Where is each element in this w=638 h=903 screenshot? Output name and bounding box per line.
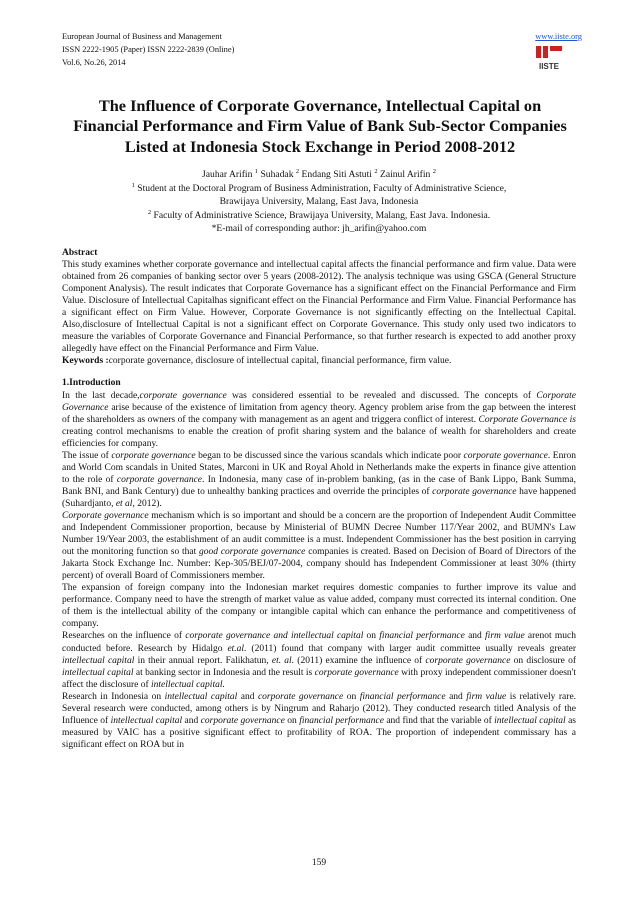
text-run: The issue of (62, 450, 112, 461)
intro-paragraph (62, 630, 576, 690)
italic-term: intellectual capital (164, 691, 238, 702)
text-run: have happened (Suhardjanto, (62, 486, 577, 509)
journal-name: European Journal of Business and Management (62, 32, 222, 41)
text-run: companies is created. Based on Decision of Board of Directors of the Jakarta Stock Exchange Inc. Number: Kep-305/BEJ/07-2004, company should has Independent Commissioner at least 30% (thirty percent) of overall Board of Commissioners member. (62, 547, 576, 582)
text-run: in their annual report. Falikhatun, (134, 655, 272, 666)
paper-body (62, 247, 576, 751)
text-run: . Enron and World Com scandals in United States, Marconi in UK and Royal Ahold in Netherlands make the experts in finance give attention to the role of (62, 450, 577, 485)
author-name: Jauhar Arifin (202, 169, 255, 180)
italic-term: Corporate governance (62, 510, 149, 521)
italic-term: corporate governance (111, 450, 196, 461)
affiliation-1-cont: Brawijaya University, Malang, East Java, Indonesia (219, 196, 419, 207)
text-run: on disclosure of (510, 655, 576, 666)
author-name: Endang Siti Astuti (299, 169, 375, 180)
text-run: Researches on the influence of (62, 631, 186, 642)
italic-term: et. al. (271, 655, 295, 666)
text-run: and find that the variable of (383, 715, 495, 726)
italic-term: financial performance (359, 691, 446, 702)
text-run: with proxy independent commissioner doesn't affect the disclosure of (62, 667, 577, 690)
author-affiliation-sup: 2 (432, 167, 436, 175)
text-run: . In Indonesia, many case of in-problem banking, (as in the case of Bank Lippo, Bank Summa, Bank BNI, and Bank Century) due to unhealthy banking practices and override the principles of (62, 474, 576, 497)
author-affiliation-sup: 2 (295, 167, 300, 175)
paper-title: The Influence of Corporate Governance, Intellectual Capital on Financial Performance and Firm Value of Bank Sub-Sector Companies Listed at Indonesia Stock Exchange in Period 2008-2012 (73, 96, 567, 156)
affiliation-1 (62, 183, 576, 195)
italic-term: et al, (115, 498, 135, 509)
text-run: on (284, 715, 300, 726)
italic-term: intellectual capital (62, 655, 135, 666)
intro-paragraph (62, 510, 576, 582)
italic-term: et.al. (227, 643, 247, 654)
affiliation-2-text: Faculty of Administrative Science, Brawijaya University, Malang, East Java. Indonesia. (153, 210, 491, 221)
text-run: mechanism which is so important and should be a concern are the proportion of Independent Audit Committee and Independent Commissioner proportion, because by Ministerial of BUMN Decree Number 117/Year 2002, and BUMN's Law Number 19/Year 2003, the establishment of an audit committee is a must. Independent Commissioner has the best position in carrying out the monitoring function so that (62, 510, 576, 558)
abstract-heading: Abstract (62, 248, 98, 258)
text-run: The expansion of foreign company into the Indonesian market requires domestic companies to further improve its value and performance. Company need to have the strength of market value as value added, company must corrected its internal condition. One of them is the intellectual ability of the company or intangible capital which can enhance the performance and competitiveness of company. (62, 583, 576, 630)
intro-paragraph (62, 450, 576, 510)
italic-term: financial performance (299, 715, 384, 726)
italic-term: corporate governance (200, 715, 285, 726)
author-affiliation-sup: 1 (254, 167, 259, 175)
italic-term: intellectual capital. (150, 679, 225, 690)
italic-term: firm value (466, 691, 507, 702)
italic-term: corporate governance (257, 691, 344, 702)
text-run: and (182, 715, 201, 726)
text-run: and (237, 691, 258, 702)
keywords-text: corporate governance, disclosure of intellectual capital, financial performance, firm value. (108, 356, 452, 367)
text-run: as measured by VAIC has a positive significant effect to profitability of ROA. The proportion of independent commissary has a significant effect on ROA but in (62, 715, 577, 750)
author-affiliation-sup: 2 (374, 167, 378, 175)
abstract-text: This study examines whether corporate governance and intellectual capital affects the financial performance and firm value. Data were obtained from 26 companies of banking sector over 5 years (2008-2012). The analysis technique was using GSCA (General Structure Component Analysis). The result indicates that Corporate Governance has a significant effect on the Financial Performance and Firm Value. Disclosure of Intellectual Capitalhas significant effect on the Financial Performance and Firm Value. Financial Performance has a significant effect on Firm Value. However, Corporate Governance is not significantly effecting on the Intellectual Capital. Also,disclosure of Intellectual Capital is not a significant effect on Corporate Governance. This study only used two indicators to measure the variables of Corporate Governance and Financial Performance, so that further research is expected to add another proxy allegedly have effect on the Financial Performance and Firm Value. (62, 260, 576, 355)
corresponding-email: *E-mail of corresponding author: jh_arifin@yahoo.com (211, 223, 427, 234)
italic-term: financial performance (379, 631, 465, 642)
keywords-label: Keywords : (62, 356, 109, 367)
author-name: Zainul Arifin (377, 169, 433, 180)
italic-term: Corporate Governance is (478, 414, 576, 425)
svg-text:IISTE: IISTE (538, 62, 560, 71)
text-run: (2011) examine the influence of (294, 655, 426, 666)
intro-paragraph (62, 582, 576, 630)
affiliation-2 (62, 210, 576, 222)
text-run: Research in Indonesia on (62, 691, 165, 702)
affiliation-1-text: Student at the Doctoral Program of Business Administration, Faculty of Administrative Science, (137, 183, 507, 194)
text-run: arenot much conducted before. Research by Hidalgo (62, 631, 576, 654)
italic-term: corporate governance and intellectual capital (185, 631, 364, 642)
journal-url-link[interactable]: www.iiste.org (535, 32, 582, 41)
page-number: 159 (311, 858, 327, 868)
text-run: and (445, 691, 467, 702)
italic-term: Corporate Governance (62, 390, 576, 413)
text-run: arise because of the existence of limitation from agency theory. Agency problem arise from the gap between the interest of the shareholders as owners of the company with management as an agent and triggera conflict of interest. (62, 402, 576, 425)
italic-term: corporate governance (463, 450, 548, 461)
text-run: (2011) found that company with larger audit committee usually reveals greater (246, 643, 577, 654)
italic-term: good corporate governance (199, 547, 306, 558)
italic-term: intellectual capital (494, 715, 566, 726)
intro-paragraph (62, 390, 576, 450)
text-run: was considered essential to be revealed and discussed. The concepts of (226, 390, 537, 401)
journal-issn: ISSN 2222-1905 (Paper) ISSN 2222-2839 (Online) (62, 45, 235, 54)
italic-term: corporate governance (139, 390, 227, 401)
author-list (62, 169, 576, 181)
text-run: 2012). (134, 498, 162, 509)
text-run: and (464, 631, 486, 642)
text-run: is relatively rare. Several research were conducted, among others is by Ningrum and Raharjo (2012). They conducted research titled Analysis of the Influence of (62, 691, 577, 726)
intro-paragraph (62, 691, 576, 751)
italic-term: intellectual capital (62, 667, 134, 678)
text-run: on (363, 631, 380, 642)
text-run: at banking sector in Indonesia and the result is (133, 667, 315, 678)
intro-paragraphs (62, 390, 576, 751)
journal-volume: Vol.6, No.26, 2014 (62, 58, 126, 67)
keywords-line (62, 355, 576, 367)
text-run: In the last decade, (62, 390, 140, 401)
italic-term: corporate governance (116, 474, 203, 485)
italic-term: firm value (485, 631, 525, 642)
italic-term: intellectual capital (110, 715, 183, 726)
author-name: Suhadak (258, 169, 296, 180)
iiste-logo (534, 44, 564, 74)
text-run: began to be discussed since the various scandals which indicate poor (195, 450, 464, 461)
affiliation-2-sup: 2 (147, 208, 152, 216)
intro-heading: 1.Introduction (62, 378, 121, 389)
italic-term: corporate governance (432, 486, 517, 497)
text-run: creating control mechanisms to enable the creation of profit sharing system and the balance of wealth for shareholders and create efficiencies for company. (62, 426, 576, 449)
text-run: on (343, 691, 360, 702)
italic-term: corporate governance (314, 667, 399, 678)
italic-term: corporate governance (425, 655, 511, 666)
affiliation-1-sup: 1 (131, 181, 135, 189)
